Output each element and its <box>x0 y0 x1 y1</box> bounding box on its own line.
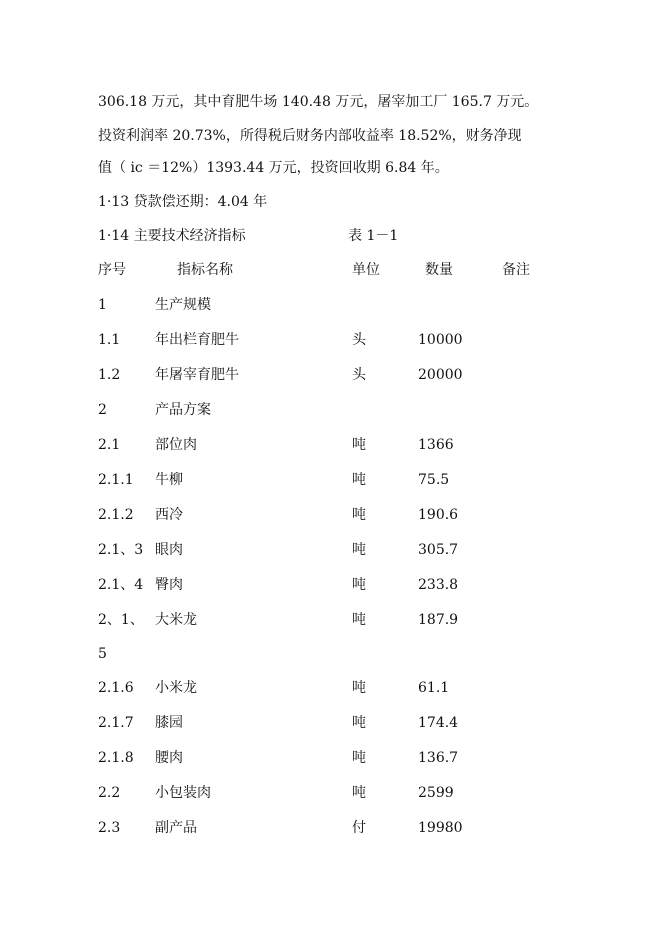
row-unit: 吨 <box>352 750 366 766</box>
row-qty: 136.7 <box>418 750 459 766</box>
header-qty: 数量 <box>425 262 453 278</box>
row-qty: 190.6 <box>418 507 459 523</box>
row-unit: 吨 <box>352 542 366 558</box>
row-qty: 10000 <box>418 332 463 348</box>
row-name: 臀肉 <box>155 577 183 593</box>
row-name: 部位肉 <box>155 437 197 453</box>
row-name: 大米龙 <box>155 612 197 628</box>
row-no: 2.1.8 <box>98 750 134 766</box>
row-unit: 吨 <box>352 437 366 453</box>
row-no: 1 <box>98 297 107 313</box>
row-name: 产品方案 <box>155 402 211 418</box>
header-no: 序号 <box>98 262 126 278</box>
row-qty: 2599 <box>418 785 454 801</box>
row-qty: 187.9 <box>418 612 459 628</box>
row-qty: 61.1 <box>418 680 450 696</box>
row-name: 眼肉 <box>155 542 183 558</box>
header-note: 备注 <box>502 262 530 278</box>
row-name: 副产品 <box>155 820 197 836</box>
row-unit: 付 <box>352 820 366 836</box>
section-heading: 1·14 主要技术经济指标 <box>98 228 246 244</box>
paragraph-loan-repayment: 1·13 贷款偿还期：4.04 年 <box>98 194 268 210</box>
row-unit: 吨 <box>352 612 366 628</box>
row-unit: 吨 <box>352 472 366 488</box>
row-unit: 头 <box>352 367 366 383</box>
row-name: 小米龙 <box>155 680 197 696</box>
row-name: 年屠宰育肥牛 <box>155 367 239 383</box>
row-no: 2.1.6 <box>98 680 134 696</box>
row-no: 2.1、3 <box>98 542 144 558</box>
row-name: 小包装肉 <box>155 785 211 801</box>
table-row <box>0 748 662 768</box>
table-row <box>0 400 662 420</box>
table-row <box>0 470 662 490</box>
row-no: 2.1.7 <box>98 715 134 731</box>
row-no: 2.1、4 <box>98 577 144 593</box>
row-unit: 吨 <box>352 577 366 593</box>
row-qty: 233.8 <box>418 577 459 593</box>
row-name: 西冷 <box>155 507 183 523</box>
table-row <box>0 365 662 385</box>
row-unit: 头 <box>352 332 366 348</box>
row-qty: 75.5 <box>418 472 450 488</box>
row-no: 2、1、 <box>98 612 144 628</box>
row-no: 1.1 <box>98 332 121 348</box>
header-name: 指标名称 <box>177 262 233 278</box>
table-row <box>0 644 662 664</box>
row-unit: 吨 <box>352 680 366 696</box>
row-name: 生产规模 <box>155 297 211 313</box>
table-caption-row <box>0 226 662 246</box>
table-title: 表 1－1 <box>348 228 399 244</box>
row-unit: 吨 <box>352 785 366 801</box>
row-no: 2.1 <box>98 437 121 453</box>
row-unit: 吨 <box>352 507 366 523</box>
row-no: 1.2 <box>98 367 121 383</box>
row-qty: 174.4 <box>418 715 459 731</box>
row-no: 2.1.2 <box>98 507 134 523</box>
row-unit: 吨 <box>352 715 366 731</box>
table-row <box>0 330 662 350</box>
row-no: 2.2 <box>98 785 121 801</box>
row-name: 年出栏育肥牛 <box>155 332 239 348</box>
table-row <box>0 818 662 838</box>
table-row <box>0 295 662 315</box>
table-header-row <box>0 260 662 280</box>
paragraph-investment-breakdown: 306.18 万元，其中育肥牛场 140.48 万元，屠宰加工厂 165.7 万元。 <box>98 94 539 110</box>
row-name: 腰肉 <box>155 750 183 766</box>
table-row <box>0 575 662 595</box>
row-name: 膝园 <box>155 715 183 731</box>
paragraph-profit-rates: 投资利润率 20.73%，所得税后财务内部收益率 18.52%，财务净现 <box>98 128 522 144</box>
row-name: 牛柳 <box>155 472 183 488</box>
row-qty: 19980 <box>418 820 463 836</box>
table-row <box>0 783 662 803</box>
row-qty: 1366 <box>418 437 454 453</box>
row-no: 2.3 <box>98 820 121 836</box>
table-row <box>0 713 662 733</box>
row-no: 2 <box>98 402 107 418</box>
row-no: 2.1.1 <box>98 472 134 488</box>
row-qty: 305.7 <box>418 542 459 558</box>
header-unit: 单位 <box>352 262 380 278</box>
table-row <box>0 505 662 525</box>
paragraph-npv-payback: 值（ ic ＝12%）1393.44 万元，投资回收期 6.84 年。 <box>98 160 449 176</box>
table-row <box>0 540 662 560</box>
row-no: 5 <box>98 646 107 662</box>
table-row <box>0 678 662 698</box>
row-qty: 20000 <box>418 367 463 383</box>
table-row <box>0 435 662 455</box>
table-row <box>0 610 662 630</box>
